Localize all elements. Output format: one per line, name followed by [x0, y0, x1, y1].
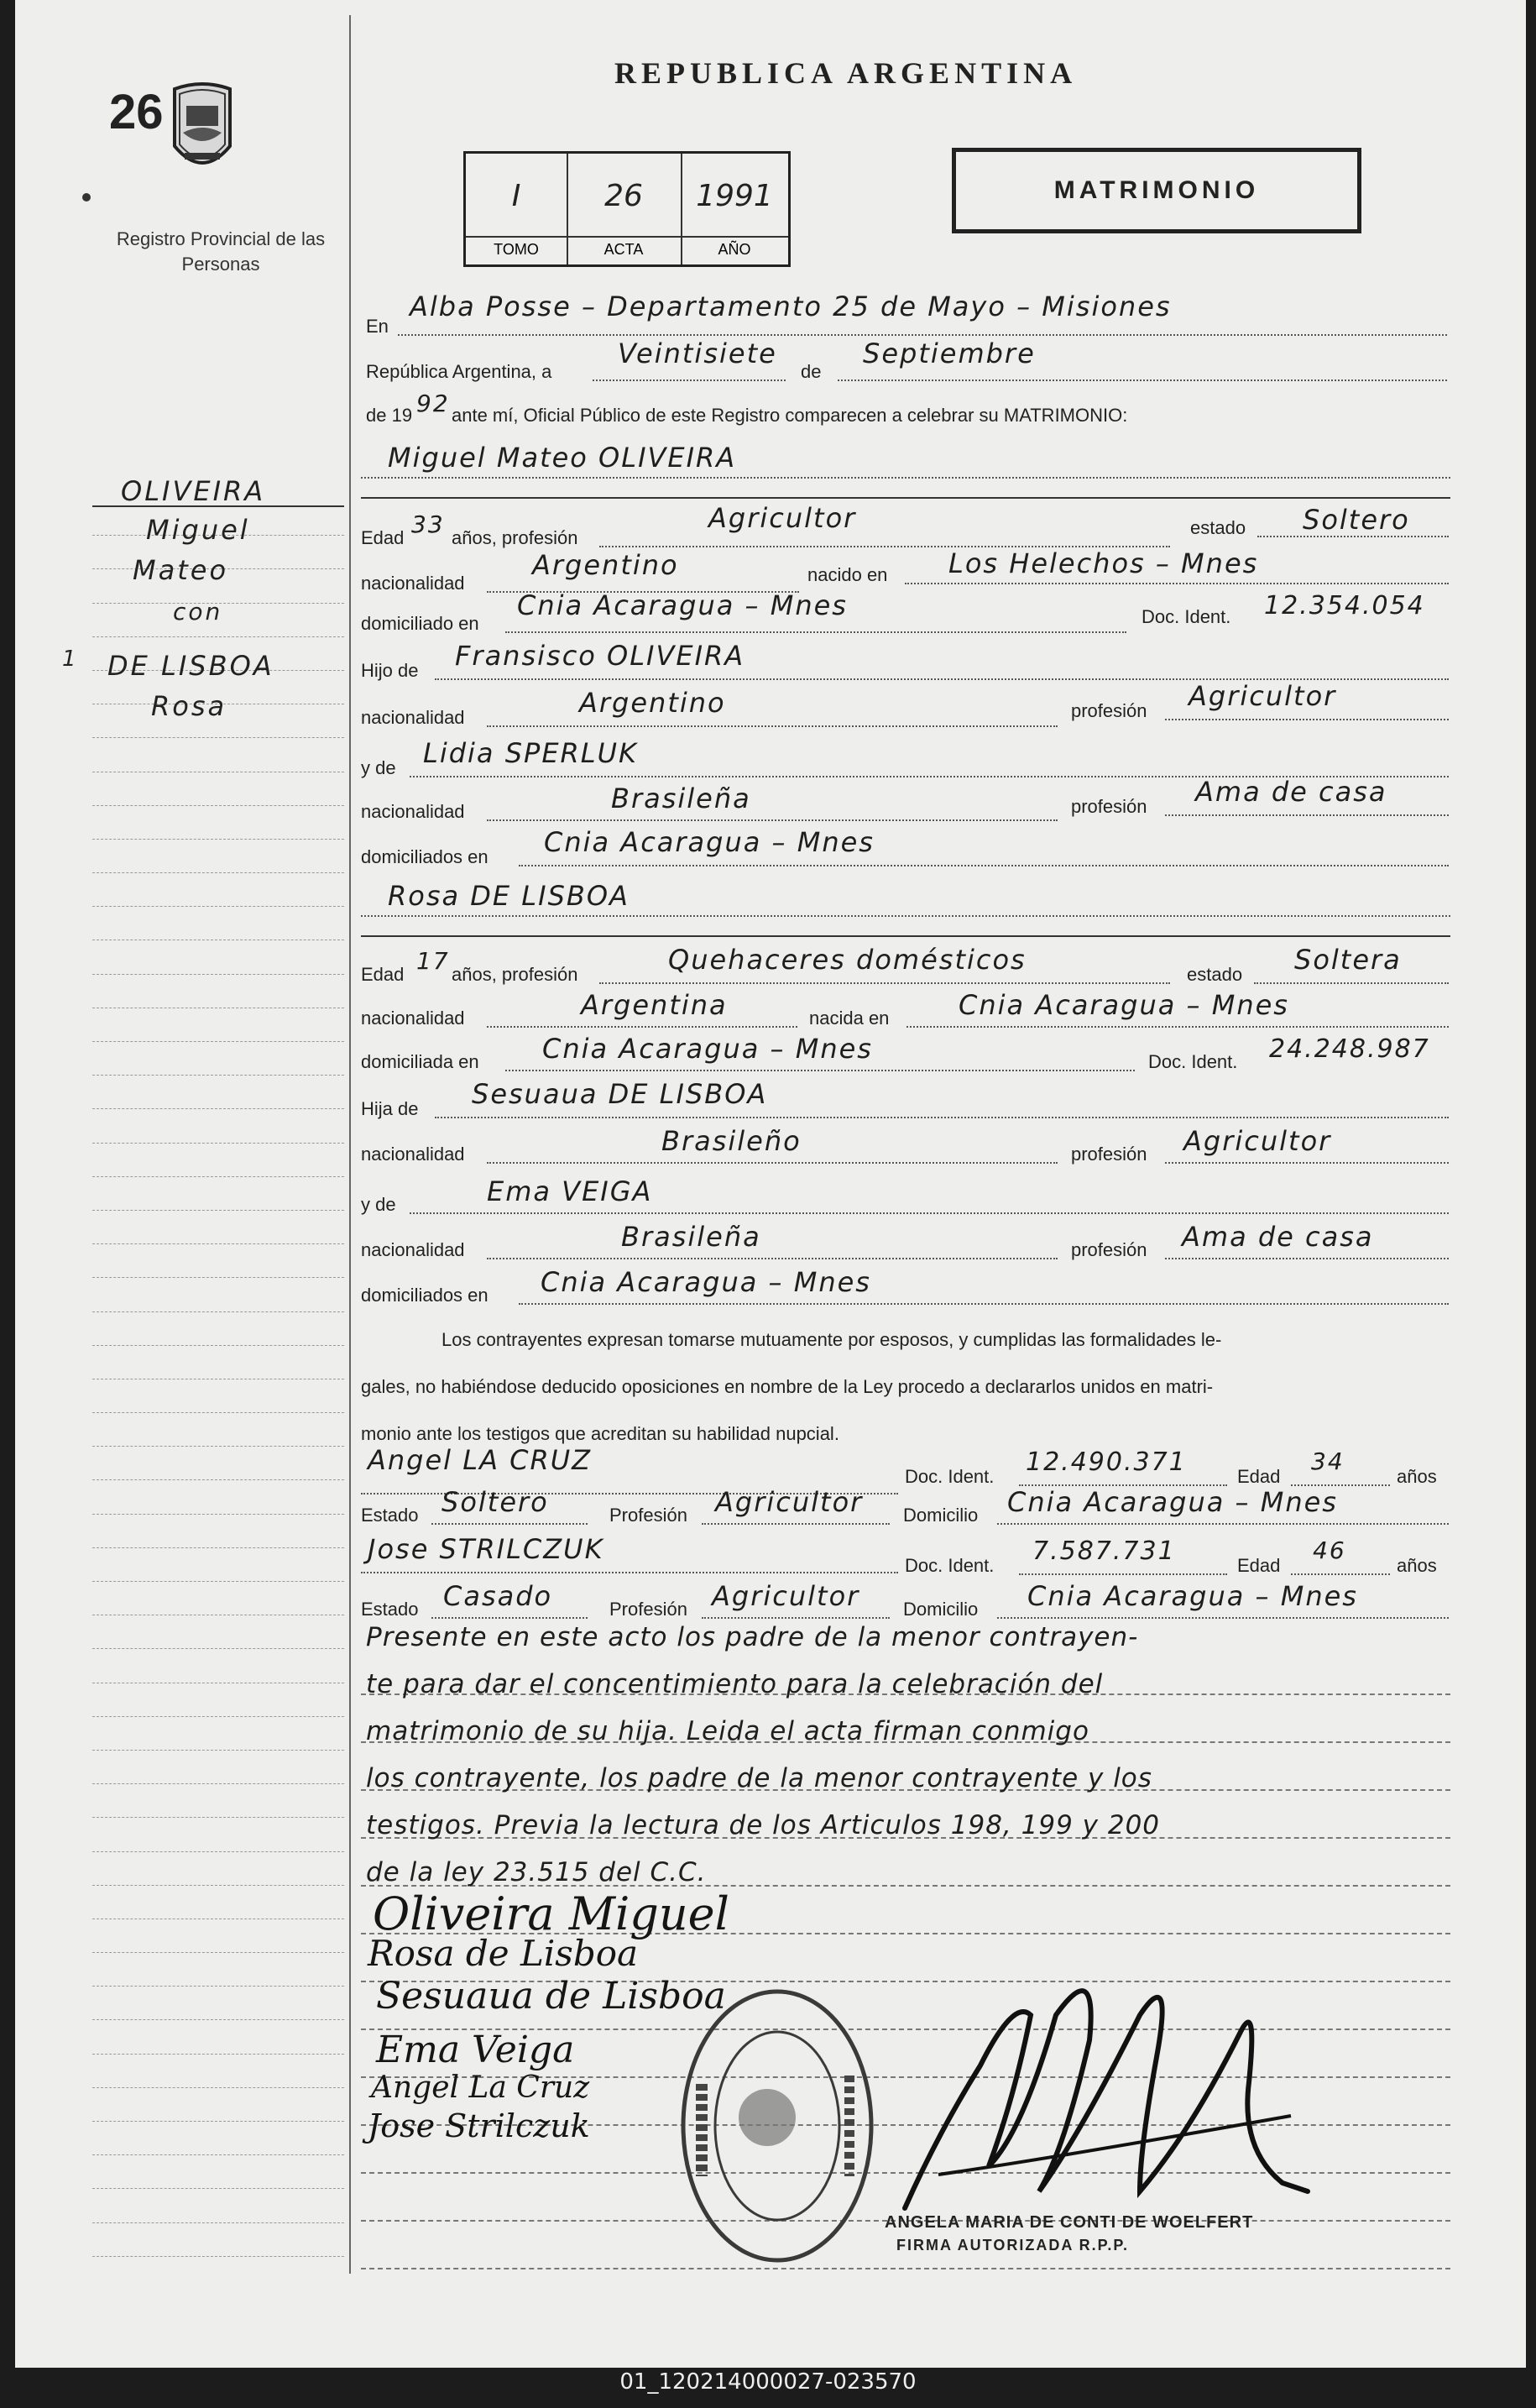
groom-mother-nationality: Brasileña — [611, 783, 751, 814]
bride-status: Soltera — [1294, 944, 1402, 976]
note-line-6: de la ley 23.515 del C.C. — [366, 1857, 707, 1887]
groom-address-label: domiciliado en — [361, 613, 479, 634]
groom-status-label: estado — [1190, 517, 1246, 538]
witness-2-status: Casado — [443, 1580, 553, 1612]
declaration-line-3: monio ante los testigos que acreditan su habilidad nupcial. — [361, 1423, 839, 1444]
signature-witness-1: Angel La Cruz — [371, 2070, 590, 2105]
witness-1-profession-label: Profesión — [609, 1505, 687, 1526]
provincial-seal-icon — [168, 81, 237, 180]
witness-2-profession: Agricultor — [712, 1580, 860, 1612]
note-line-3: matrimonio de su hija. Leida el acta firman conmigo — [366, 1716, 1089, 1746]
groom-doc-label: Doc. Ident. — [1142, 606, 1231, 627]
official-signature-icon — [888, 1965, 1324, 2217]
de-label: de — [801, 361, 822, 382]
groom-father: Fransisco OLIVEIRA — [455, 640, 745, 672]
bride-mother: Ema VEIGA — [487, 1175, 653, 1207]
groom-age-label: Edad — [361, 527, 405, 548]
registry-stamp-icon — [677, 1983, 878, 2269]
groom-mother-profession-label: profesión — [1071, 796, 1147, 817]
groom-mother: Lidia SPERLUK — [423, 737, 638, 769]
signature-bride-father: Sesuaua de Lisboa — [376, 1975, 726, 2018]
bride-age: 17 — [416, 947, 450, 975]
groom-birthplace: Los Helechos – Mnes — [948, 547, 1259, 579]
appearance-statement: ante mí, Oficial Público de este Registro comparecen a celebrar su MATRIMONIO: — [452, 405, 1128, 426]
bride-doc-label: Doc. Ident. — [1148, 1051, 1238, 1072]
groom-mother-nationality-label: nacionalidad — [361, 801, 465, 822]
witness-2-address: Cnia Acaragua – Mnes — [1027, 1580, 1358, 1612]
witness-2-name: Jose STRILCZUK — [368, 1533, 604, 1565]
witness-1-doc-label: Doc. Ident. — [905, 1466, 995, 1487]
groom-parents-address: Cnia Acaragua – Mnes — [544, 826, 875, 858]
witness-1-address-label: Domicilio — [903, 1505, 979, 1526]
note-line-4: los contrayente, los padre de la menor contrayente y los — [366, 1763, 1152, 1793]
signature-groom: Oliveira Miguel — [373, 1887, 729, 1940]
groom-father-profession-label: profesión — [1071, 700, 1147, 721]
bride-nationality: Argentina — [581, 989, 728, 1021]
authorized-official-name: ANGELA MARIA DE CONTI DE WOELFERT — [885, 2213, 1254, 2232]
bride-mother-nationality: Brasileña — [621, 1221, 761, 1253]
sheet-number: 26 — [109, 85, 164, 139]
declaration-line-1: Los contrayentes expresan tomarse mutuamente por esposos, y cumplidas las formalidades le- — [441, 1329, 1222, 1350]
certificate-page — [15, 0, 1526, 2368]
groom-status: Soltero — [1303, 504, 1410, 536]
image-caption: 01_120214000027-023570 — [619, 2369, 917, 2395]
groom-mother-profession: Ama de casa — [1195, 776, 1387, 808]
signature-witness-2: Jose Strilczuk — [368, 2107, 590, 2144]
bride-mother-profession-label: profesión — [1071, 1239, 1147, 1260]
witness-1-years-label: años — [1397, 1466, 1437, 1487]
groom-age: 33 — [411, 510, 445, 538]
margin-ruled-lines — [92, 502, 344, 2257]
acta-label: ACTA — [567, 236, 681, 259]
note-line-5: testigos. Previa la lectura de los Articulos 198, 199 y 200 — [366, 1810, 1161, 1840]
witness-1-age: 34 — [1311, 1447, 1345, 1475]
witness-1-age-label: Edad — [1237, 1466, 1281, 1487]
groom-father-nationality: Argentino — [579, 687, 726, 719]
act-type-box: MATRIMONIO — [952, 148, 1361, 233]
bride-nationality-label: nacionalidad — [361, 1008, 465, 1029]
bride-parents-address-label: domiciliados en — [361, 1285, 488, 1306]
bride-father-profession: Agricultor — [1183, 1125, 1332, 1157]
groom-nationality: Argentino — [532, 549, 679, 581]
groom-name: Miguel Mateo OLIVEIRA — [388, 442, 737, 474]
groom-profession: Agricultor — [708, 502, 857, 534]
witness-1-status-label: Estado — [361, 1505, 419, 1526]
country-header: REPUBLICA ARGENTINA — [614, 56, 1078, 90]
witness-1-profession: Agricultor — [715, 1486, 864, 1518]
margin-connector: con — [173, 598, 223, 626]
witness-2-age: 46 — [1313, 1536, 1346, 1564]
bride-parents-address: Cnia Acaragua – Mnes — [541, 1266, 871, 1298]
margin-firstname-groom: Miguel — [146, 514, 250, 546]
witness-1-address: Cnia Acaragua – Mnes — [1007, 1486, 1338, 1518]
bride-father-nationality-label: nacionalidad — [361, 1144, 465, 1165]
anio-label: AÑO — [681, 236, 788, 259]
witness-2-address-label: Domicilio — [903, 1599, 979, 1620]
margin-mark: 1 — [62, 646, 76, 672]
republic-label: República Argentina, a — [366, 361, 552, 382]
bride-age-label: Edad — [361, 964, 405, 985]
witness-2-status-label: Estado — [361, 1599, 419, 1620]
acta-value: 26 — [604, 179, 643, 213]
margin-middlename-groom: Mateo — [133, 554, 229, 586]
bride-mother-nationality-label: nacionalidad — [361, 1239, 465, 1260]
margin-name-rule — [92, 505, 344, 507]
groom-father-nationality-label: nacionalidad — [361, 707, 465, 728]
groom-mother-label: y de — [361, 757, 396, 778]
groom-birthplace-label: nacido en — [807, 564, 888, 585]
year-suffix: 92 — [416, 390, 450, 417]
bride-status-label: estado — [1187, 964, 1243, 985]
witness-1-doc: 12.490.371 — [1026, 1447, 1187, 1477]
bride-mother-label: y de — [361, 1194, 396, 1215]
witness-1-name: Angel LA CRUZ — [368, 1444, 593, 1476]
margin-dot — [82, 193, 91, 202]
bride-profession: Quehaceres domésticos — [668, 944, 1027, 976]
bride-father-profession-label: profesión — [1071, 1144, 1147, 1165]
registry-name: Registro Provincial de las Personas — [116, 228, 326, 275]
witness-2-age-label: Edad — [1237, 1555, 1281, 1576]
groom-address: Cnia Acaragua – Mnes — [517, 589, 848, 621]
month-value: Septiembre — [863, 338, 1036, 369]
bride-father-nationality: Brasileño — [661, 1125, 802, 1157]
authorized-official-role: FIRMA AUTORIZADA R.P.P. — [896, 2237, 1130, 2254]
witness-2-doc-label: Doc. Ident. — [905, 1555, 995, 1576]
note-line-1: Presente en este acto los padre de la menor contrayen- — [366, 1622, 1139, 1652]
signature-bride: Rosa de Lisboa — [368, 1933, 639, 1974]
note-line-2: te para dar el concentimiento para la celebración del — [366, 1669, 1104, 1699]
signature-bride-mother: Ema Veiga — [376, 2028, 575, 2071]
bride-father: Sesuaua DE LISBOA — [472, 1078, 768, 1110]
bride-birthplace: Cnia Acaragua – Mnes — [959, 989, 1289, 1021]
bride-doc: 24.248.987 — [1269, 1034, 1430, 1064]
record-reference-box — [463, 151, 791, 267]
tomo-label: TOMO — [466, 236, 567, 259]
groom-father-profession: Agricultor — [1189, 680, 1337, 712]
witness-2-doc: 7.587.731 — [1032, 1536, 1176, 1566]
bride-father-label: Hija de — [361, 1098, 419, 1119]
margin-surname-groom: OLIVEIRA — [121, 475, 266, 507]
declaration-line-2: gales, no habiéndose deducido oposiciones en nombre de la Ley procedo a declararlos unidos en matri- — [361, 1376, 1214, 1397]
groom-separator — [361, 497, 1450, 499]
witness-2-profession-label: Profesión — [609, 1599, 687, 1620]
bride-separator — [361, 935, 1450, 937]
anio-value: 1991 — [696, 179, 773, 213]
tomo-value: I — [511, 179, 521, 213]
bride-birthplace-label: nacida en — [809, 1008, 890, 1029]
year-prefix: de 19 — [366, 405, 413, 426]
groom-profession-label: años, profesión — [452, 527, 578, 548]
groom-parents-address-label: domiciliados en — [361, 846, 488, 867]
place-value: Alba Posse – Departamento 25 de Mayo – Misiones — [410, 291, 1172, 322]
witness-2-years-label: años — [1397, 1555, 1437, 1576]
groom-nationality-label: nacionalidad — [361, 573, 465, 594]
day-value: Veintisiete — [618, 338, 777, 369]
margin-firstname-bride: Rosa — [151, 690, 227, 722]
margin-surname-bride: DE LISBOA — [107, 650, 274, 682]
groom-doc: 12.354.054 — [1264, 591, 1425, 620]
witness-1-status: Soltero — [441, 1486, 549, 1518]
bride-address-label: domiciliada en — [361, 1051, 479, 1072]
en-label: En — [366, 316, 389, 337]
bride-mother-profession: Ama de casa — [1182, 1221, 1374, 1253]
bride-name: Rosa DE LISBOA — [388, 880, 630, 912]
groom-father-label: Hijo de — [361, 660, 419, 681]
bride-address: Cnia Acaragua – Mnes — [542, 1033, 873, 1065]
bride-profession-label: años, profesión — [452, 964, 578, 985]
